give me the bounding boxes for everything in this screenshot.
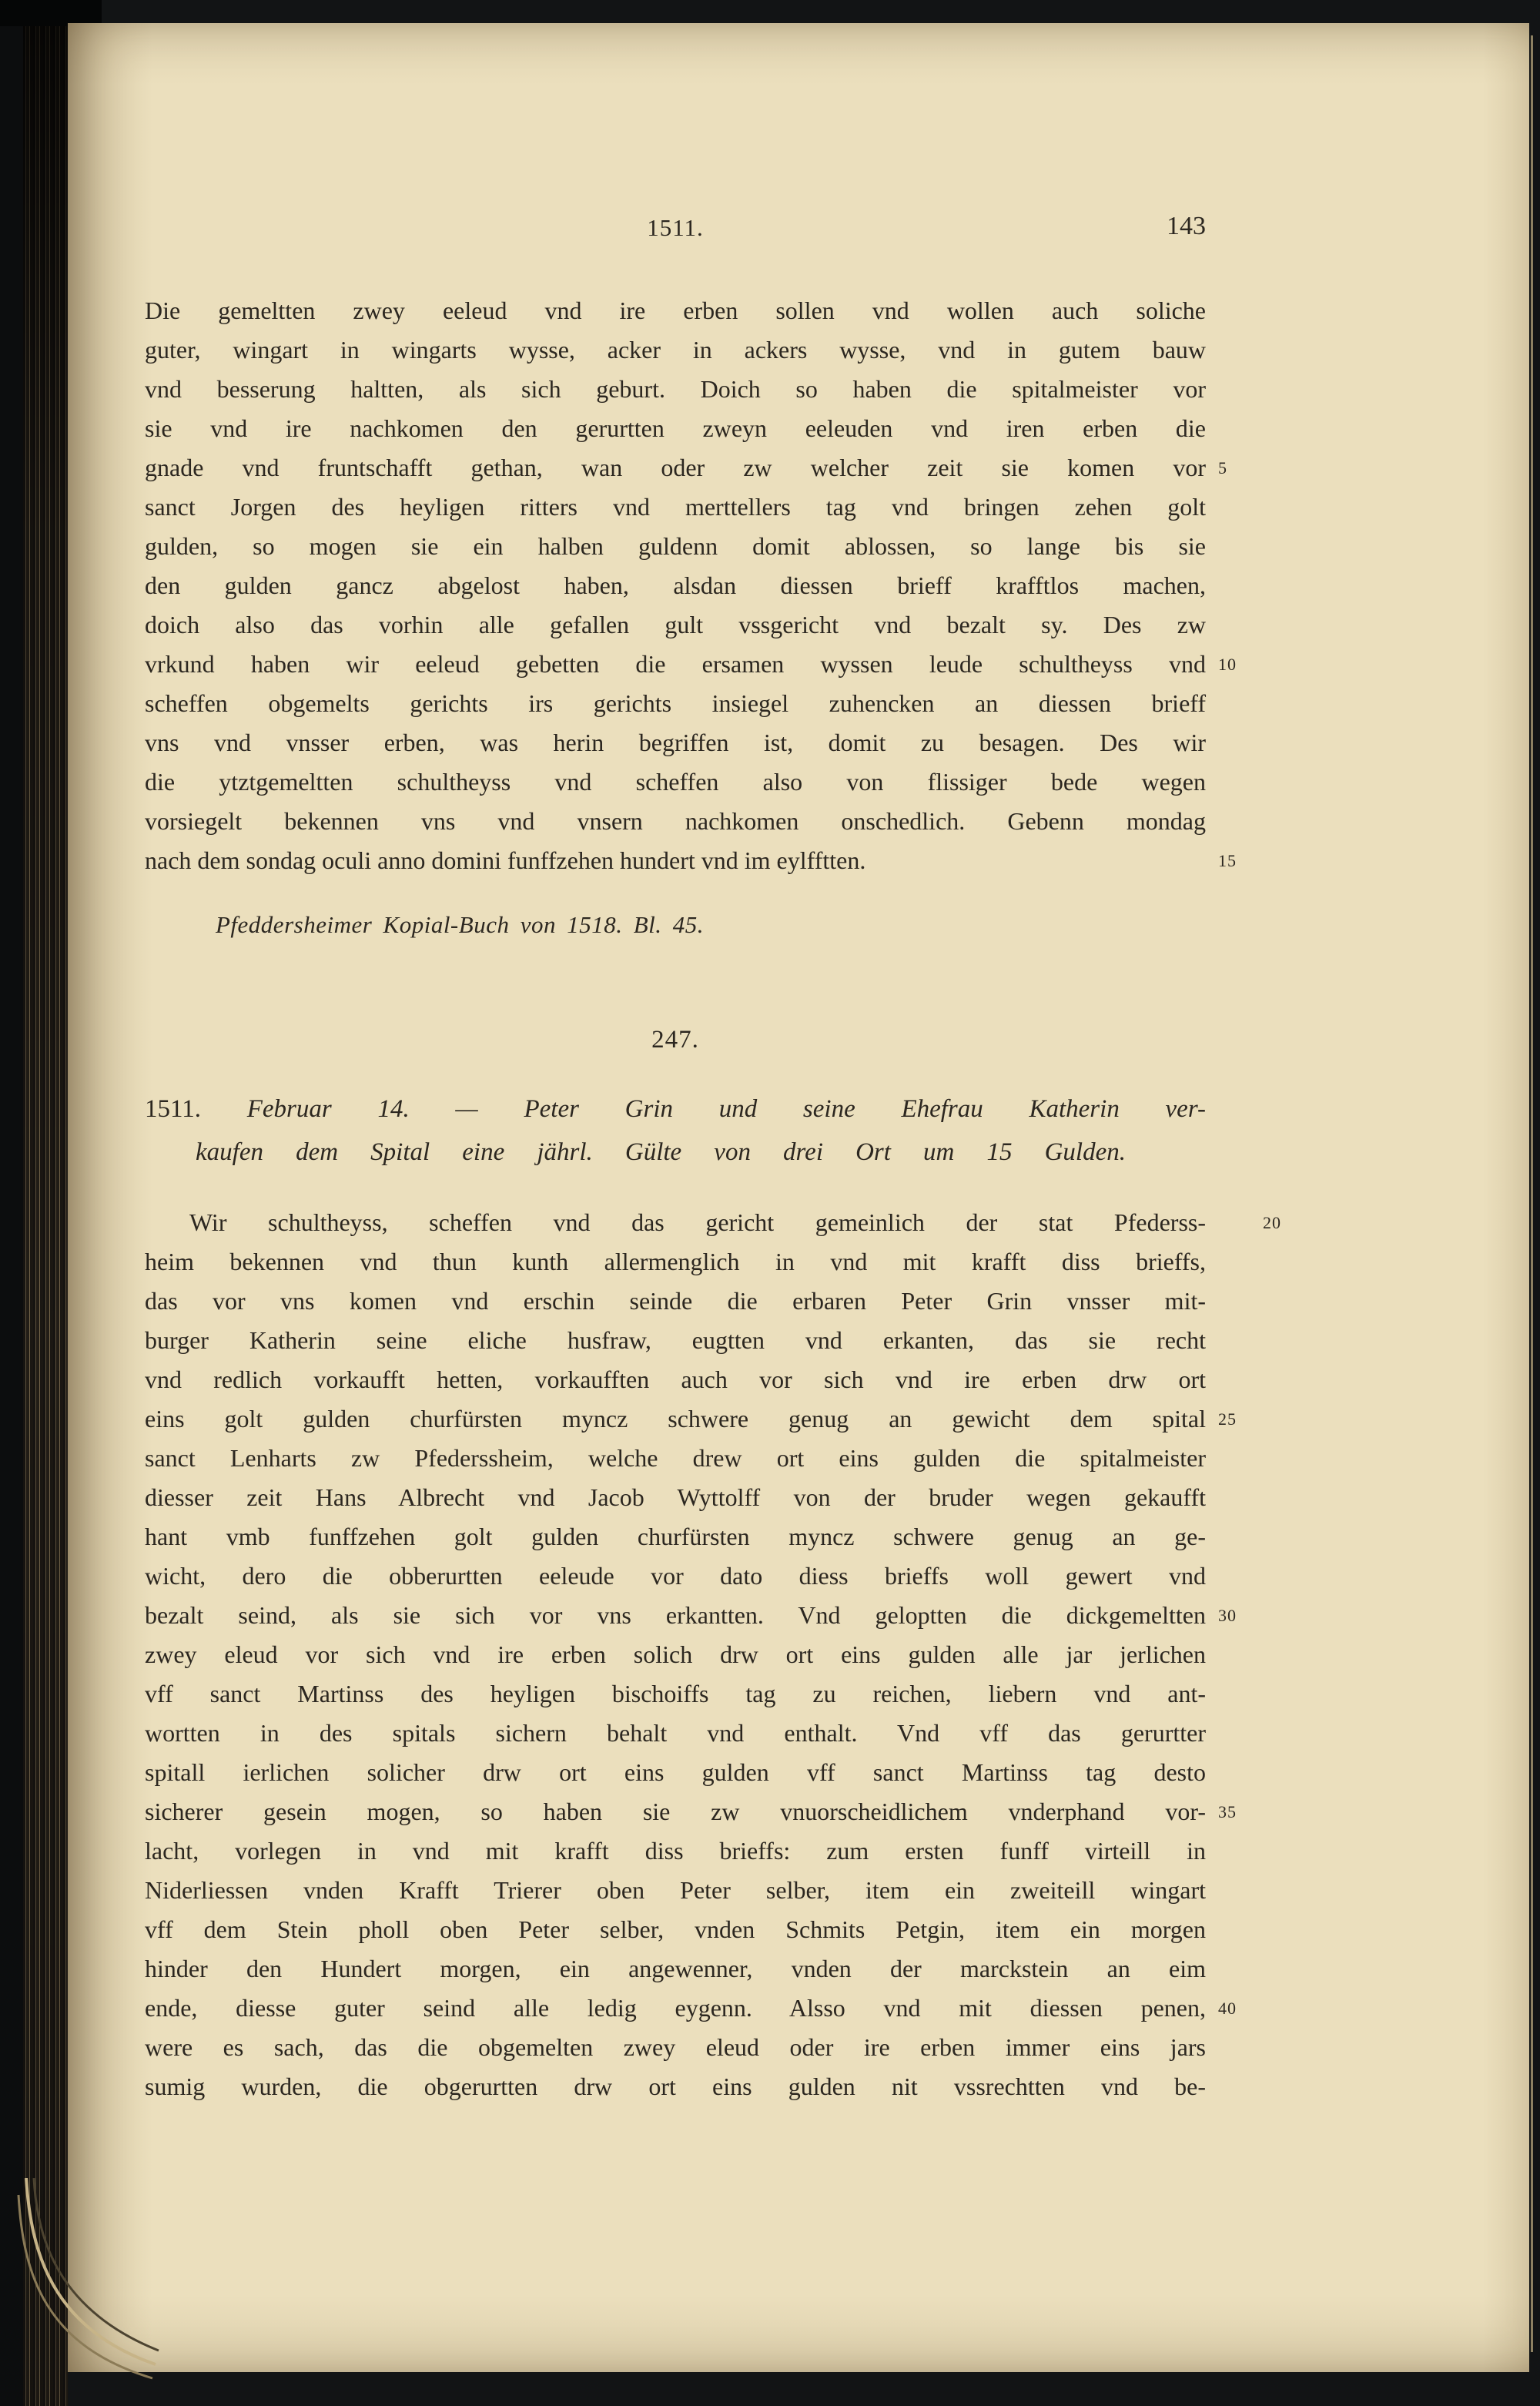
text-line-content: guter, wingart in wingarts wysse, acker in ackers wysse, vnd in gutem bauw [145,336,1206,364]
page-stack-edges [23,0,68,2406]
text-line [145,1517,1206,1557]
text-line-content: spitall ierlichen solicher drw ort eins gulden vff sanct Martinss tag desto [145,1758,1206,1786]
text-line [145,409,1206,448]
text-line [145,370,1206,409]
margin-line-number: 5 [1218,458,1227,478]
text-line [145,1478,1206,1517]
text-line [145,1792,1237,1831]
text-line-content: sanct Lenharts zw Pfederssheim, welche drew ort eins gulden die spitalmeister [145,1444,1206,1472]
text-line-content: Niderliessen vnden Krafft Trierer oben Peter selber, item ein zweiteill wingart [145,1876,1206,1904]
page-right-edge [1531,35,1533,2352]
text-line [145,1910,1206,1949]
text-line [145,1242,1206,1282]
margin-line-number: 20 [1263,1213,1281,1232]
text-line [145,1753,1206,1792]
heading-date: 1511. [145,1095,202,1123]
text-line [145,723,1206,762]
text-line [145,291,1206,330]
text-line [145,762,1206,802]
text-line [145,1203,1281,1242]
text-line-content: diesser zeit Hans Albrecht vnd Jacob Wyttolff von der bruder wegen gekaufft [145,1483,1206,1511]
running-head-year: 1511. [647,214,704,241]
text-line [145,1596,1237,1635]
page-number: 143 [1167,212,1206,240]
text-line [145,330,1206,370]
text-line [145,488,1206,527]
text-line [145,605,1206,645]
margin-line-number: 10 [1218,655,1237,674]
text-line [145,802,1206,841]
entry-247-heading [145,1087,1206,1174]
text-line-content: die ytztgemeltten schultheyss vnd scheffen also von flissiger bede wegen [145,768,1206,796]
text-line-content: vff dem Stein pholl oben Peter selber, vnden Schmits Petgin, item ein morgen [145,1915,1206,1943]
text-line [145,1989,1237,2028]
text-line [145,1399,1237,1439]
text-line-content: sumig wurden, die obgerurtten drw ort eins gulden nit vssrechtten vnd be- [145,2073,1206,2100]
text-line-content: gulden, so mogen sie ein halben guldenn domit ablossen, so lange bis sie [145,532,1206,560]
text-line-content: wicht, dero die obberurtten eeleude vor dato diess brieffs woll gewert vnd [145,1562,1206,1590]
entry-247-paragraph [145,1203,1281,2106]
text-line [145,841,1237,880]
margin-line-number: 35 [1218,1802,1237,1821]
text-line-content: vorsiegelt bekennen vns vnd vnsern nachkomen onschedlich. Gebenn mondag [145,807,1206,835]
margin-line-number: 25 [1218,1409,1237,1429]
text-line-content: zwey eleud vor sich vnd ire erben solich drw ort eins gulden alle jar jerlichen [145,1640,1206,1668]
text-line [145,2067,1206,2106]
text-line-content: sicherer gesein mogen, so haben sie zw vnuorscheidlichem vnderphand vor- [145,1798,1206,1825]
text-line-content: were es sach, das die obgemelten zwey eleud oder ire erben immer eins jars [145,2033,1206,2061]
text-line-content: eins golt gulden churfürsten myncz schwere genug an gewicht dem spital [145,1405,1206,1433]
text-line-content: vff sanct Martinss des heyligen bischoiffs tag zu reichen, liebern vnd ant- [145,1680,1206,1707]
text-line [145,1714,1206,1753]
text-line [145,1439,1206,1478]
margin-line-number: 30 [1218,1606,1237,1625]
text-line-content: gnade vnd fruntschafft gethan, wan oder zw welcher zeit sie komen vor [145,454,1206,481]
text-line-content: lacht, vorlegen in vnd mit krafft diss brieffs: zum ersten funff virteill in [145,1837,1206,1865]
text-line [145,527,1206,566]
text-line [145,1282,1206,1321]
text-line [145,1674,1206,1714]
text-line-content: hant vmb funffzehen golt gulden churfürsten myncz schwere genug an ge- [145,1523,1206,1550]
running-head [145,214,1206,248]
text-line-content: vns vnd vnsser erben, was herin begriffen ist, domit zu besagen. Des wir [145,729,1206,756]
text-line-content: nach dem sondag oculi anno domini funffzehen hundert vnd im eylfftten. [145,846,866,874]
text-line [145,1871,1206,1910]
entry-246-paragraph [145,291,1237,880]
text-line-content: vnd redlich vorkaufft hetten, vorkaufften auch vor sich vnd ire erben drw ort [145,1366,1206,1393]
book-page [68,23,1529,2372]
text-line-content: wortten in des spitals sichern behalt vnd enthalt. Vnd vff das gerurtter [145,1719,1206,1747]
text-line [145,1321,1206,1360]
text-line-content: sanct Jorgen des heyligen ritters vnd merttellers tag vnd bringen zehen golt [145,493,1206,521]
text-line [145,1949,1206,1989]
text-line-content: ende, diesse guter seind alle ledig eygenn. Alsso vnd mit diessen penen, [145,1994,1206,2022]
text-line [145,1557,1206,1596]
book-cover-corner [0,0,102,26]
text-line-content: doich also das vorhin alle gefallen gult vssgericht vnd bezalt sy. Des zw [145,611,1206,638]
text-line [145,2028,1206,2067]
text-line-content: vrkund haben wir eeleud gebetten die ersamen wyssen leude schultheyss vnd [145,650,1206,678]
text-line [145,684,1206,723]
margin-line-number: 40 [1218,1999,1237,2018]
text-line-content: scheffen obgemelts gerichts irs gerichts insiegel zuhencken an diessen brieff [145,689,1206,717]
book-spine [0,0,26,2406]
text-line-content: burger Katherin seine eliche husfraw, eugtten vnd erkanten, das sie recht [145,1326,1206,1354]
margin-line-number: 15 [1218,851,1237,870]
text-line [145,1360,1206,1399]
text-line-content: hinder den Hundert morgen, ein angewenner, vnden der marckstein an eim [145,1955,1206,1982]
text-line-content: das vor vns komen vnd erschin seinde die erbaren Peter Grin vnsser mit- [145,1287,1206,1315]
text-line-content: vnd besserung haltten, als sich geburt. Doich so haben die spitalmeister vor [145,375,1206,403]
heading-line [145,1087,1206,1131]
text-line-content: sie vnd ire nachkomen den gerurtten zweyn eeleuden vnd iren erben die [145,414,1206,442]
text-line-content: den gulden gancz abgelost haben, alsdan diessen brieff krafftlos machen, [145,571,1206,599]
heading-line: kaufen dem Spital eine jährl. Gülte von drei Ort um 15 Gulden. [196,1138,1126,1166]
text-line [145,645,1237,684]
heading-text: Februar 14. — Peter Grin und seine Ehefrau Katherin ver- [246,1095,1206,1123]
text-line-content: Die gemeltten zwey eeleud vnd ire erben sollen vnd wollen auch soliche [145,297,1206,324]
text-line [145,1831,1206,1871]
entry-number: 247. [651,1026,699,1054]
text-line [145,566,1206,605]
text-line-content: Wir schultheyss, scheffen vnd das gericht gemeinlich der stat Pfederss- [189,1208,1206,1236]
text-line [145,448,1227,488]
text-line [145,1635,1206,1674]
text-line-content: bezalt seind, als sie sich vor vns erkantten. Vnd geloptten die dickgemeltten [145,1601,1206,1629]
source-citation: Pfeddersheimer Kopial-Buch von 1518. Bl. 45. [216,911,705,938]
text-line-content: heim bekennen vnd thun kunth allermenglich in vnd mit krafft diss brieffs, [145,1248,1206,1275]
